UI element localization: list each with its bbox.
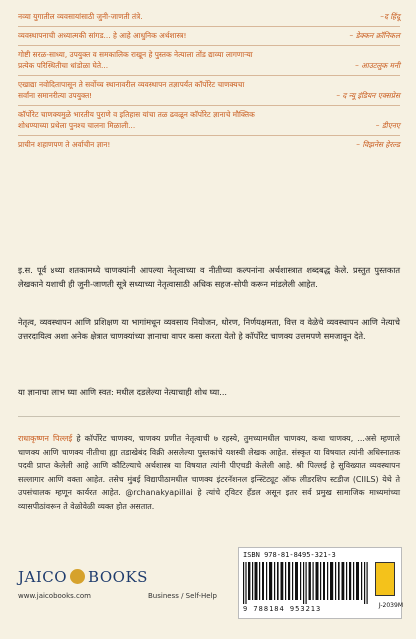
jaico-emblem-icon bbox=[70, 569, 85, 584]
review-list bbox=[18, 8, 400, 154]
author-bio-text: हे कॉर्पोरेट चाणक्य, चाणक्य प्रणीत नेतृत्वाची ७ रहस्ये, तुमच्यामधील चाणक्य, कथा चाणक्य, ...असे म्हणाले चाणक्य आणि चाणक्य नीतीचा ह्या तडाखेबंद विक्री असलेल्या पुस्तकांचे यशस्वी लेखक आहेत. संस्कृत या विषयात त्यांनी अधिस्नातक पदवी प्राप्त केलेली आहे आणि कौटिल्याचे अर्थशास्त्र या विषयात त्यांनी पीएचडी केलेली आहे. श्री पिल्लई हे सुविख्यात व्यवस्थापन सल्लागार आणि वक्ता आहेत. तसेच मुंबई विद्यापीठामधील चाणक्य इंटरनॅशनल इन्स्टिट्यूट ऑफ लीडरशिप स्टडीज (CIILS) येथे ते उपसंचालक म्हणून कार्यरत आहेत. @rchanakyapillai हे त्यांचे ट्विटर हँडल असून इतर सर्व प्रमुख सामाजिक माध्यमांच्या व्यासपीठांवरून ते वेळोवेळी व्यक्त होत असतात. bbox=[18, 434, 400, 511]
review-text-cont: प्रत्येक परिस्थितीचा धांडोळा घेते... bbox=[18, 61, 109, 70]
book-category: Business / Self-Help bbox=[148, 592, 217, 600]
review-source: – आउटलुक मनी bbox=[355, 61, 400, 70]
publisher-logo bbox=[18, 568, 148, 586]
review-text: गोष्टी सरळ-साध्या, उपयुक्त व समकालिक राखून हे पुस्तक नेत्याला तोंड द्याव्या लागणाऱ्या bbox=[18, 50, 253, 59]
review-source: – डीएनए bbox=[375, 121, 400, 130]
review-source: – द न्यू इंडियन एक्सप्रेस bbox=[336, 91, 400, 100]
publisher-website: www.jaicobooks.com bbox=[18, 592, 91, 600]
review-item bbox=[18, 8, 400, 27]
review-text-cont: सर्वांना समानरीत्या उपयुक्त! bbox=[18, 91, 93, 100]
review-source: – विझनेस हेरल्ड bbox=[356, 140, 400, 149]
jaico-emblem-icon bbox=[375, 562, 395, 596]
description-paragraph: इ.स. पूर्व ४थ्या शतकामध्ये चाणक्यांनी आपल्या नेतृत्वाच्या व नीतीच्या कल्पनांना अर्थशास्त्रात शब्दबद्ध केले. प्रस्तुत पुस्तकात लेखकाने यशाची ही जुनी-जाणती सूत्रे सध्याच्या नेतृत्वासाठी अधिक सहज-सोपी करून मांडलेली आहेत. bbox=[18, 265, 400, 289]
isbn-digits: 9 788184 953213 bbox=[243, 605, 322, 613]
review-source: – डेक्कन क्रॉनिकल bbox=[349, 31, 400, 40]
review-text: व्यवस्थापनाची अध्यात्मकी सांगड... हे आहे आधुनिक अर्थशास्त्र! bbox=[18, 31, 187, 40]
review-item bbox=[18, 76, 400, 106]
review-text: कॉर्पोरेट चाणक्यमुळे भारतीय पुराणे व इतिहास यांचा तळ ढवळून कॉर्पोरेट ज्ञानाचे मौक्तिक bbox=[18, 110, 255, 119]
isbn-label: ISBN 978-81-8495-321-3 bbox=[243, 551, 336, 559]
review-text: नव्या युगातील व्यवसायांसाठी जुनी-जाणती तंत्रे. bbox=[18, 12, 143, 21]
review-text: एखाद्या नवोदितापासून ते सर्वोच्च स्थानावरील व्यवस्थापन तज्ञापर्यंत कॉर्पोरेट चाणक्यचा bbox=[18, 80, 245, 89]
review-text-cont: शोधण्याच्या प्रथेला पुनश्च चालना मिळाली... bbox=[18, 121, 136, 130]
publisher-logo-right: BOOKS bbox=[88, 568, 148, 586]
review-text: प्राचीन शहाणपण ते अर्वाचीन ज्ञान! bbox=[18, 140, 111, 149]
review-item bbox=[18, 46, 400, 76]
divider bbox=[18, 416, 400, 417]
review-item bbox=[18, 27, 400, 46]
review-item bbox=[18, 106, 400, 136]
barcode-box bbox=[238, 547, 402, 619]
review-item bbox=[18, 136, 400, 154]
review-source: –द हिंदू bbox=[380, 12, 400, 21]
barcode-icon bbox=[243, 562, 371, 604]
description-paragraph: नेतृत्व, व्यवस्थापन आणि प्रशिक्षण या भागांमधून व्यवसाय नियोजन, धोरण, निर्णयक्षमता, वित्त व वेळेचे व्यवस्थापन आणि नेत्याचे उत्तरदायित्व अशा अनेक क्षेत्रात चाणक्यांच्या ज्ञानाचा वापर कसा करता येतो हे कॉर्पोरेट चाणक्य उत्तमपणे समजावून देते. bbox=[18, 317, 400, 341]
product-code: J-2039M bbox=[378, 602, 403, 609]
call-to-action: या ज्ञानाचा लाभ घ्या आणि स्वत: मधील दडलेल्या नेत्याचाही शोध घ्या... bbox=[18, 387, 228, 397]
author-bio bbox=[18, 432, 400, 513]
author-name: राधाकृष्णन पिल्लई bbox=[18, 434, 73, 443]
publisher-logo-left: JAICO bbox=[18, 568, 68, 586]
